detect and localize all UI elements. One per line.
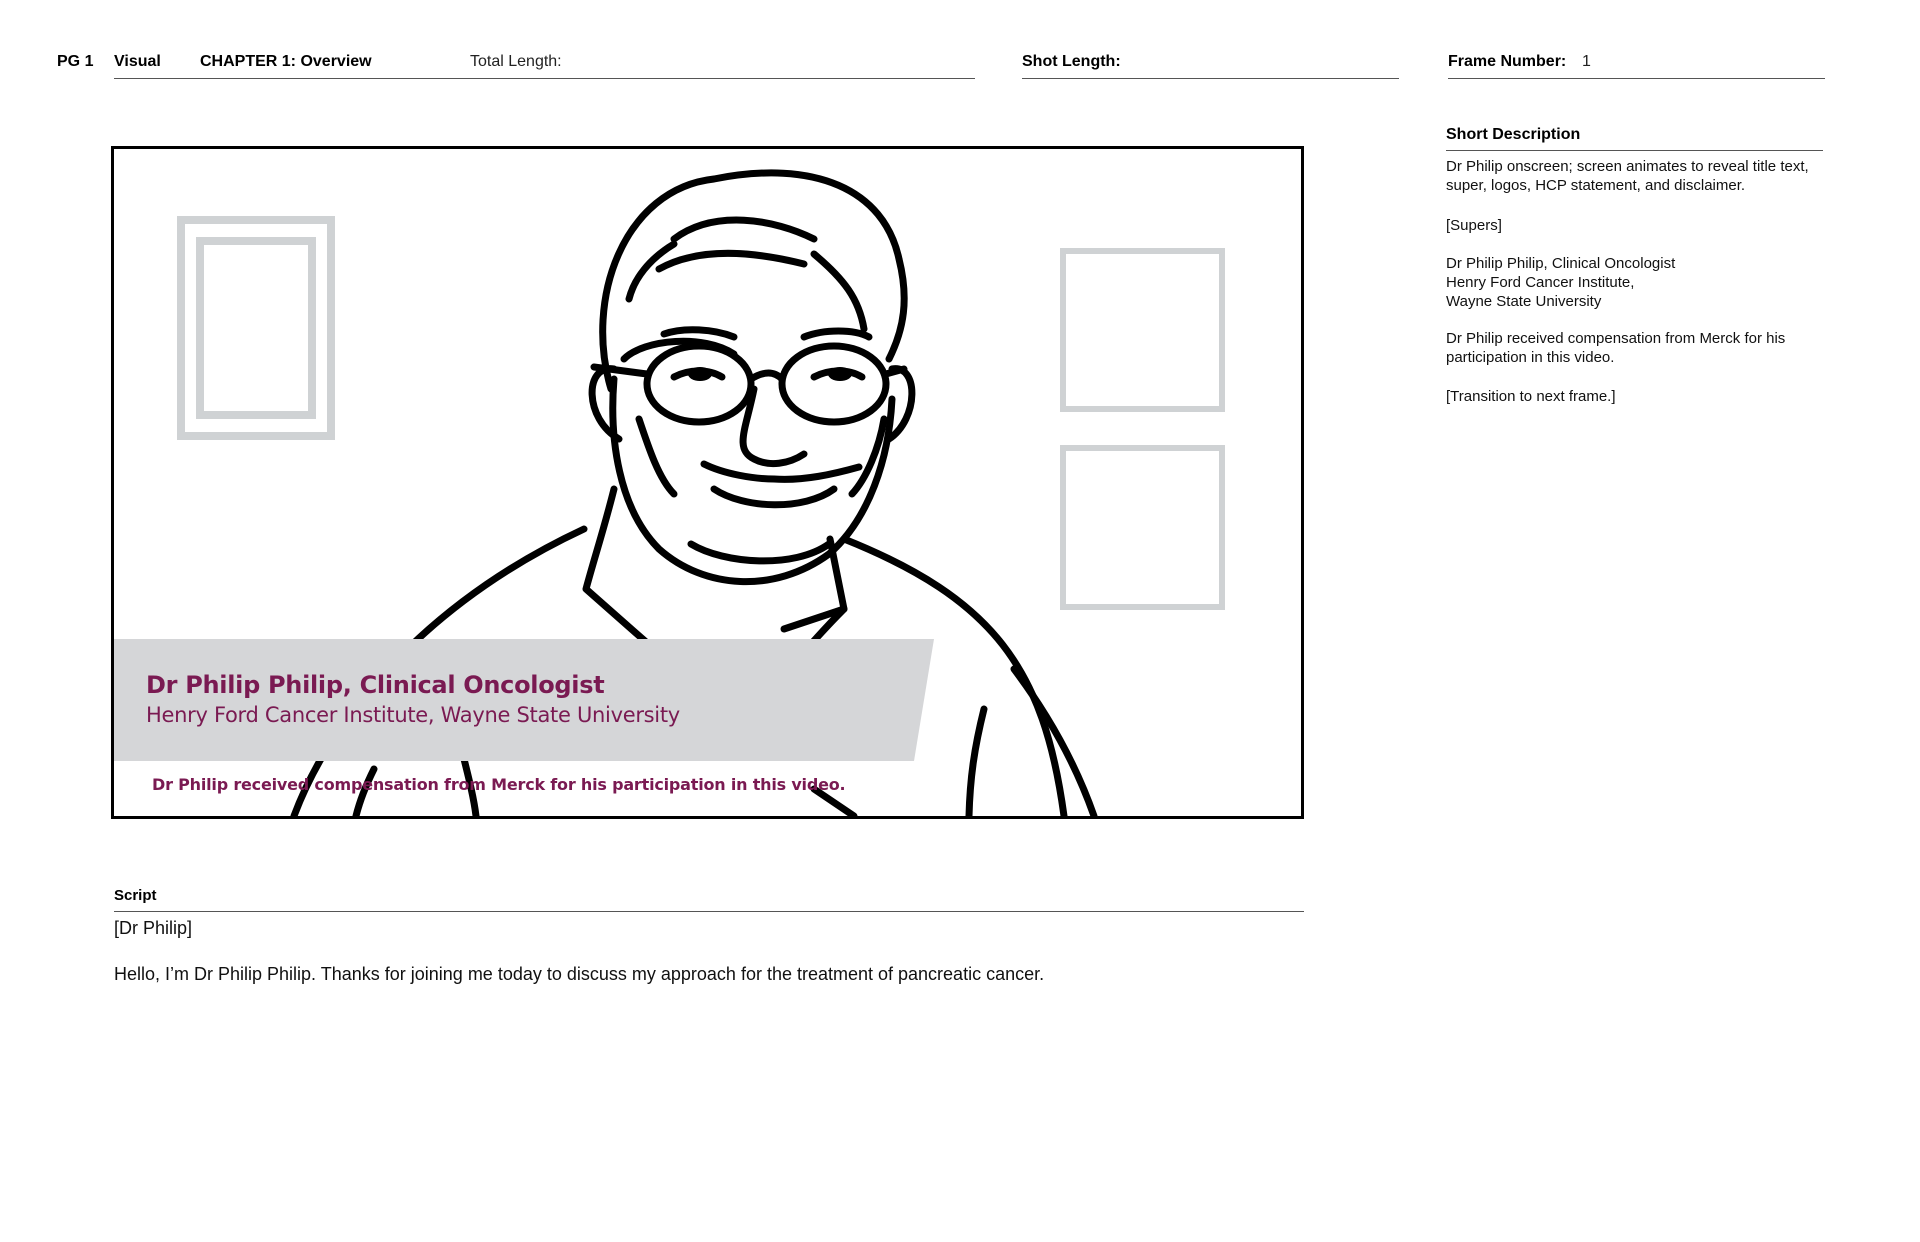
- chapter-title: CHAPTER 1: Overview: [200, 53, 372, 70]
- lower-third-band: [114, 639, 934, 761]
- script-label: Script: [114, 887, 157, 904]
- script-text: Hello, I’m Dr Philip Philip. Thanks for joining me today to discuss my approach for the treatment of pancreatic cancer.: [114, 964, 1045, 984]
- storyboard-frame: [111, 146, 1304, 819]
- institution-super: Henry Ford Cancer Institute, Wayne State University: [146, 703, 680, 727]
- short-description-heading: Short Description: [1446, 126, 1581, 143]
- header-rule-frame-number: [1448, 78, 1825, 79]
- script-speaker: [Dr Philip]: [114, 918, 193, 938]
- disclaimer-super: Dr Philip received compensation from Merck for his participation in this video.: [152, 775, 846, 794]
- wall-frame-left-inner: [200, 241, 312, 415]
- supers-institution-line1: Henry Ford Cancer Institute,: [1446, 274, 1635, 291]
- script-rule: [114, 911, 1304, 912]
- frame-number-value: 1: [1582, 53, 1591, 70]
- shot-length-label: Shot Length:: [1022, 53, 1121, 70]
- short-description-rule: [1446, 150, 1823, 151]
- supers-name: Dr Philip Philip, Clinical Oncologist: [1446, 255, 1676, 272]
- header-rule-visual: [114, 78, 975, 79]
- head-lines: [592, 173, 912, 582]
- supers-label: [Supers]: [1446, 217, 1502, 234]
- supers-disclaimer: Dr Philip received compensation from Merck for his participation in this video.: [1446, 330, 1786, 366]
- visual-label: Visual: [114, 53, 161, 70]
- header-rule-shot-length: [1022, 78, 1399, 79]
- transition-note: [Transition to next frame.]: [1446, 388, 1616, 405]
- wall-frame-right-top: [1063, 251, 1222, 409]
- page-number: PG 1: [57, 53, 94, 70]
- name-super: Dr Philip Philip, Clinical Oncologist: [146, 671, 605, 699]
- wall-frame-right-bottom: [1063, 448, 1222, 607]
- short-description-text: Dr Philip onscreen; screen animates to reveal title text, super, logos, HCP statement, and disclaimer.: [1446, 158, 1809, 194]
- total-length-label: Total Length:: [470, 53, 562, 70]
- frame-number-label: Frame Number:: [1448, 53, 1567, 70]
- supers-institution-line2: Wayne State University: [1446, 293, 1602, 310]
